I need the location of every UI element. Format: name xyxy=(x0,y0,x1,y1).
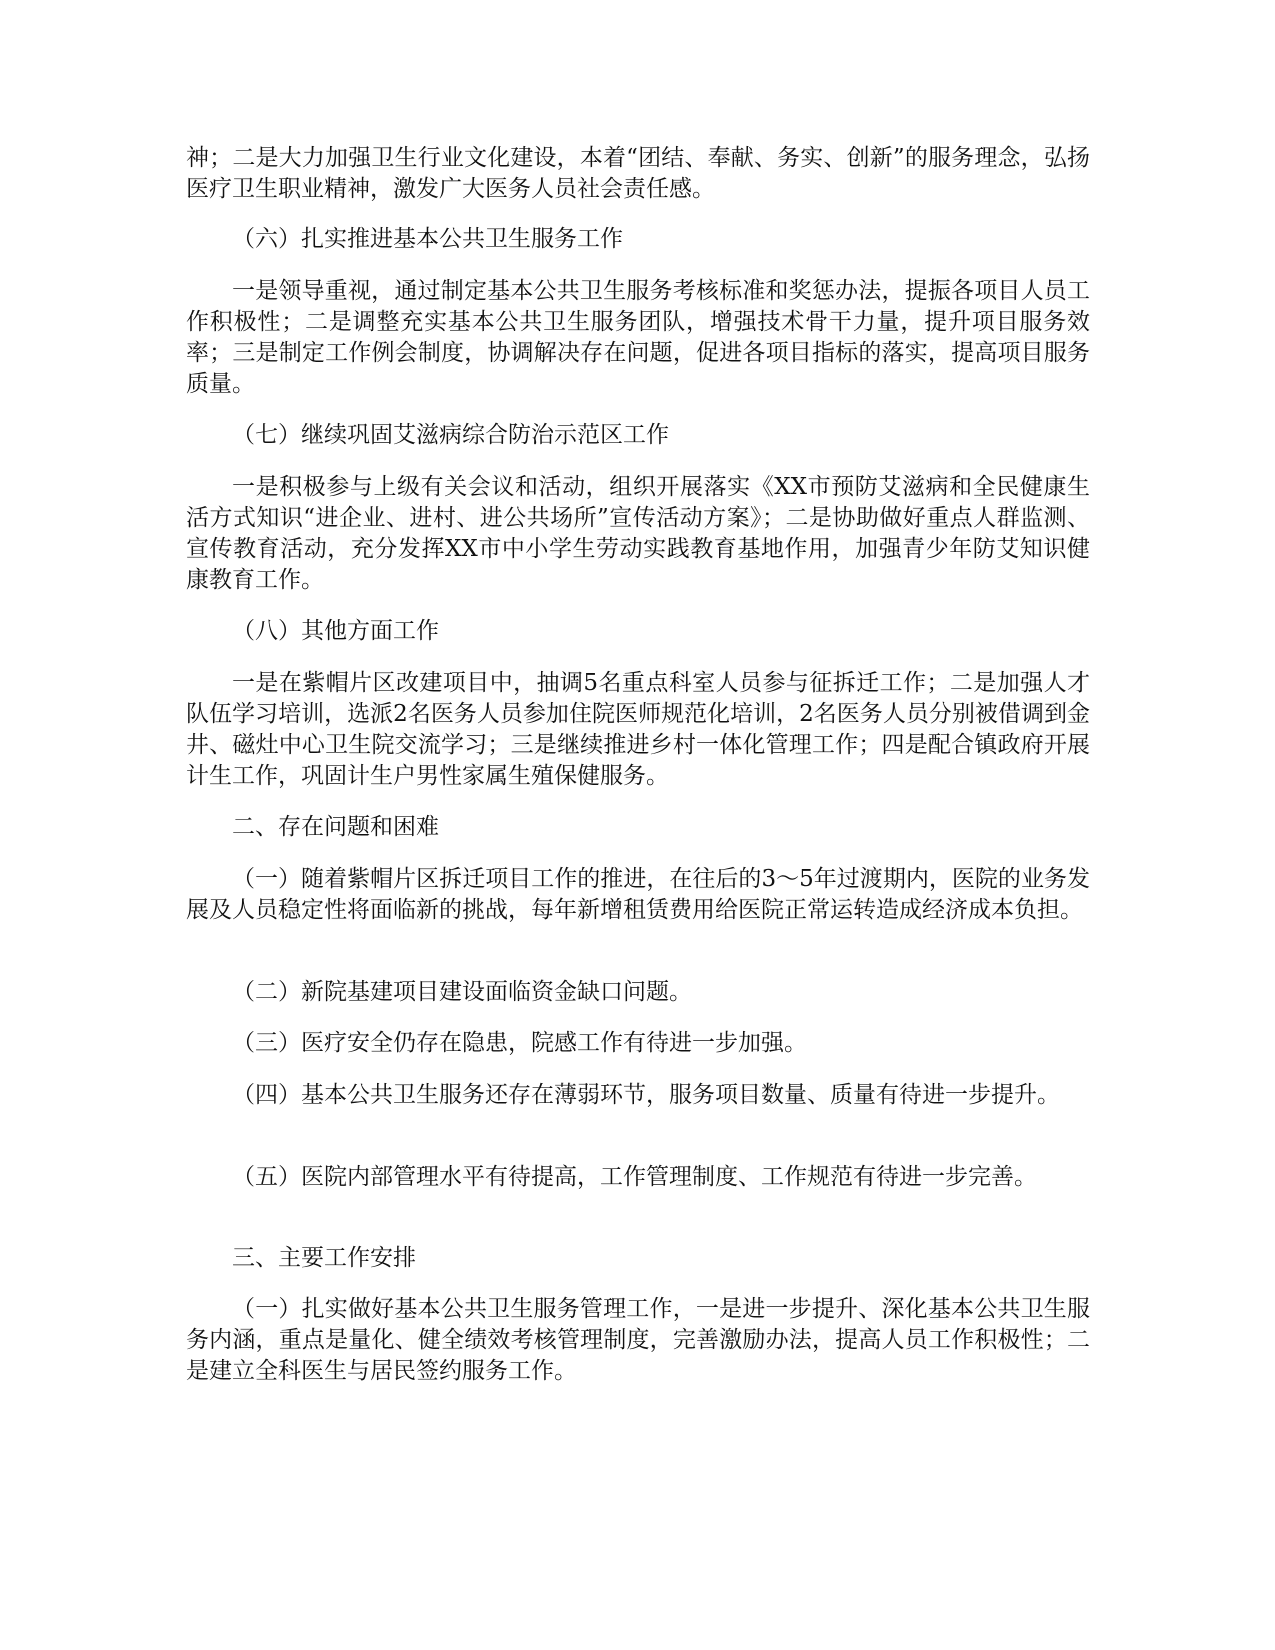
problem-item-3: （三）医疗安全仍存在隐患，院感工作有待进一步加强。 xyxy=(232,1030,807,1056)
problem-item-1: （一）随着紫帽片区拆迁项目工作的推进，在往后的3～5年过渡期内，医院的业务发展及人员稳定性将面临新的挑战，每年新增租赁费用给医院正常运转造成经济成本负担。 xyxy=(186,866,1090,923)
chapter-heading-2: 二、存在问题和困难 xyxy=(232,814,439,840)
section-heading-8: （八）其他方面工作 xyxy=(232,618,439,644)
paragraph-continuation: 神；二是大力加强卫生行业文化建设，本着“团结、奉献、务实、创新”的服务理念，弘扬医疗卫生职业精神，激发广大医务人员社会责任感。 xyxy=(186,145,1090,202)
paragraph-section-8-body: 一是在紫帽片区改建项目中，抽调5名重点科室人员参与征拆迁工作；二是加强人才队伍学习培训，选派2名医务人员参加住院医师规范化培训，2名医务人员分别被借调到金井、磁灶中心卫生院交流学习；三是继续推进乡村一体化管理工作；四是配合镇政府开展计生工作，巩固计生户男性家属生殖保健服务。 xyxy=(186,670,1090,789)
problem-item-2: （二）新院基建项目建设面临资金缺口问题。 xyxy=(232,979,692,1005)
paragraph-section-7-body: 一是积极参与上级有关会议和活动，组织开展落实《XX市预防艾滋病和全民健康生活方式知识“进企业、进村、进公共场所”宣传活动方案》；二是协助做好重点人群监测、宣传教育活动，充分发挥XX市中小学生劳动实践教育基地作用，加强青少年防艾知识健康教育工作。 xyxy=(186,474,1090,593)
problem-item-4: （四）基本公共卫生服务还存在薄弱环节，服务项目数量、质量有待进一步提升。 xyxy=(232,1082,1060,1108)
plan-item-1: （一）扎实做好基本公共卫生服务管理工作，一是进一步提升、深化基本公共卫生服务内涵，重点是量化、健全绩效考核管理制度，完善激励办法，提高人员工作积极性；二是建立全科医生与居民签约服务工作。 xyxy=(186,1296,1090,1384)
paragraph-section-6-body: 一是领导重视，通过制定基本公共卫生服务考核标准和奖惩办法，提振各项目人员工作积极性；二是调整充实基本公共卫生服务团队，增强技术骨干力量，提升项目服务效率；三是制定工作例会制度，协调解决存在问题，促进各项目指标的落实，提高项目服务质量。 xyxy=(186,278,1090,397)
chapter-heading-3: 三、主要工作安排 xyxy=(232,1245,416,1271)
problem-item-5: （五）医院内部管理水平有待提高，工作管理制度、工作规范有待进一步完善。 xyxy=(232,1164,1037,1190)
section-heading-6: （六）扎实推进基本公共卫生服务工作 xyxy=(232,226,623,252)
section-heading-7: （七）继续巩固艾滋病综合防治示范区工作 xyxy=(232,422,669,448)
